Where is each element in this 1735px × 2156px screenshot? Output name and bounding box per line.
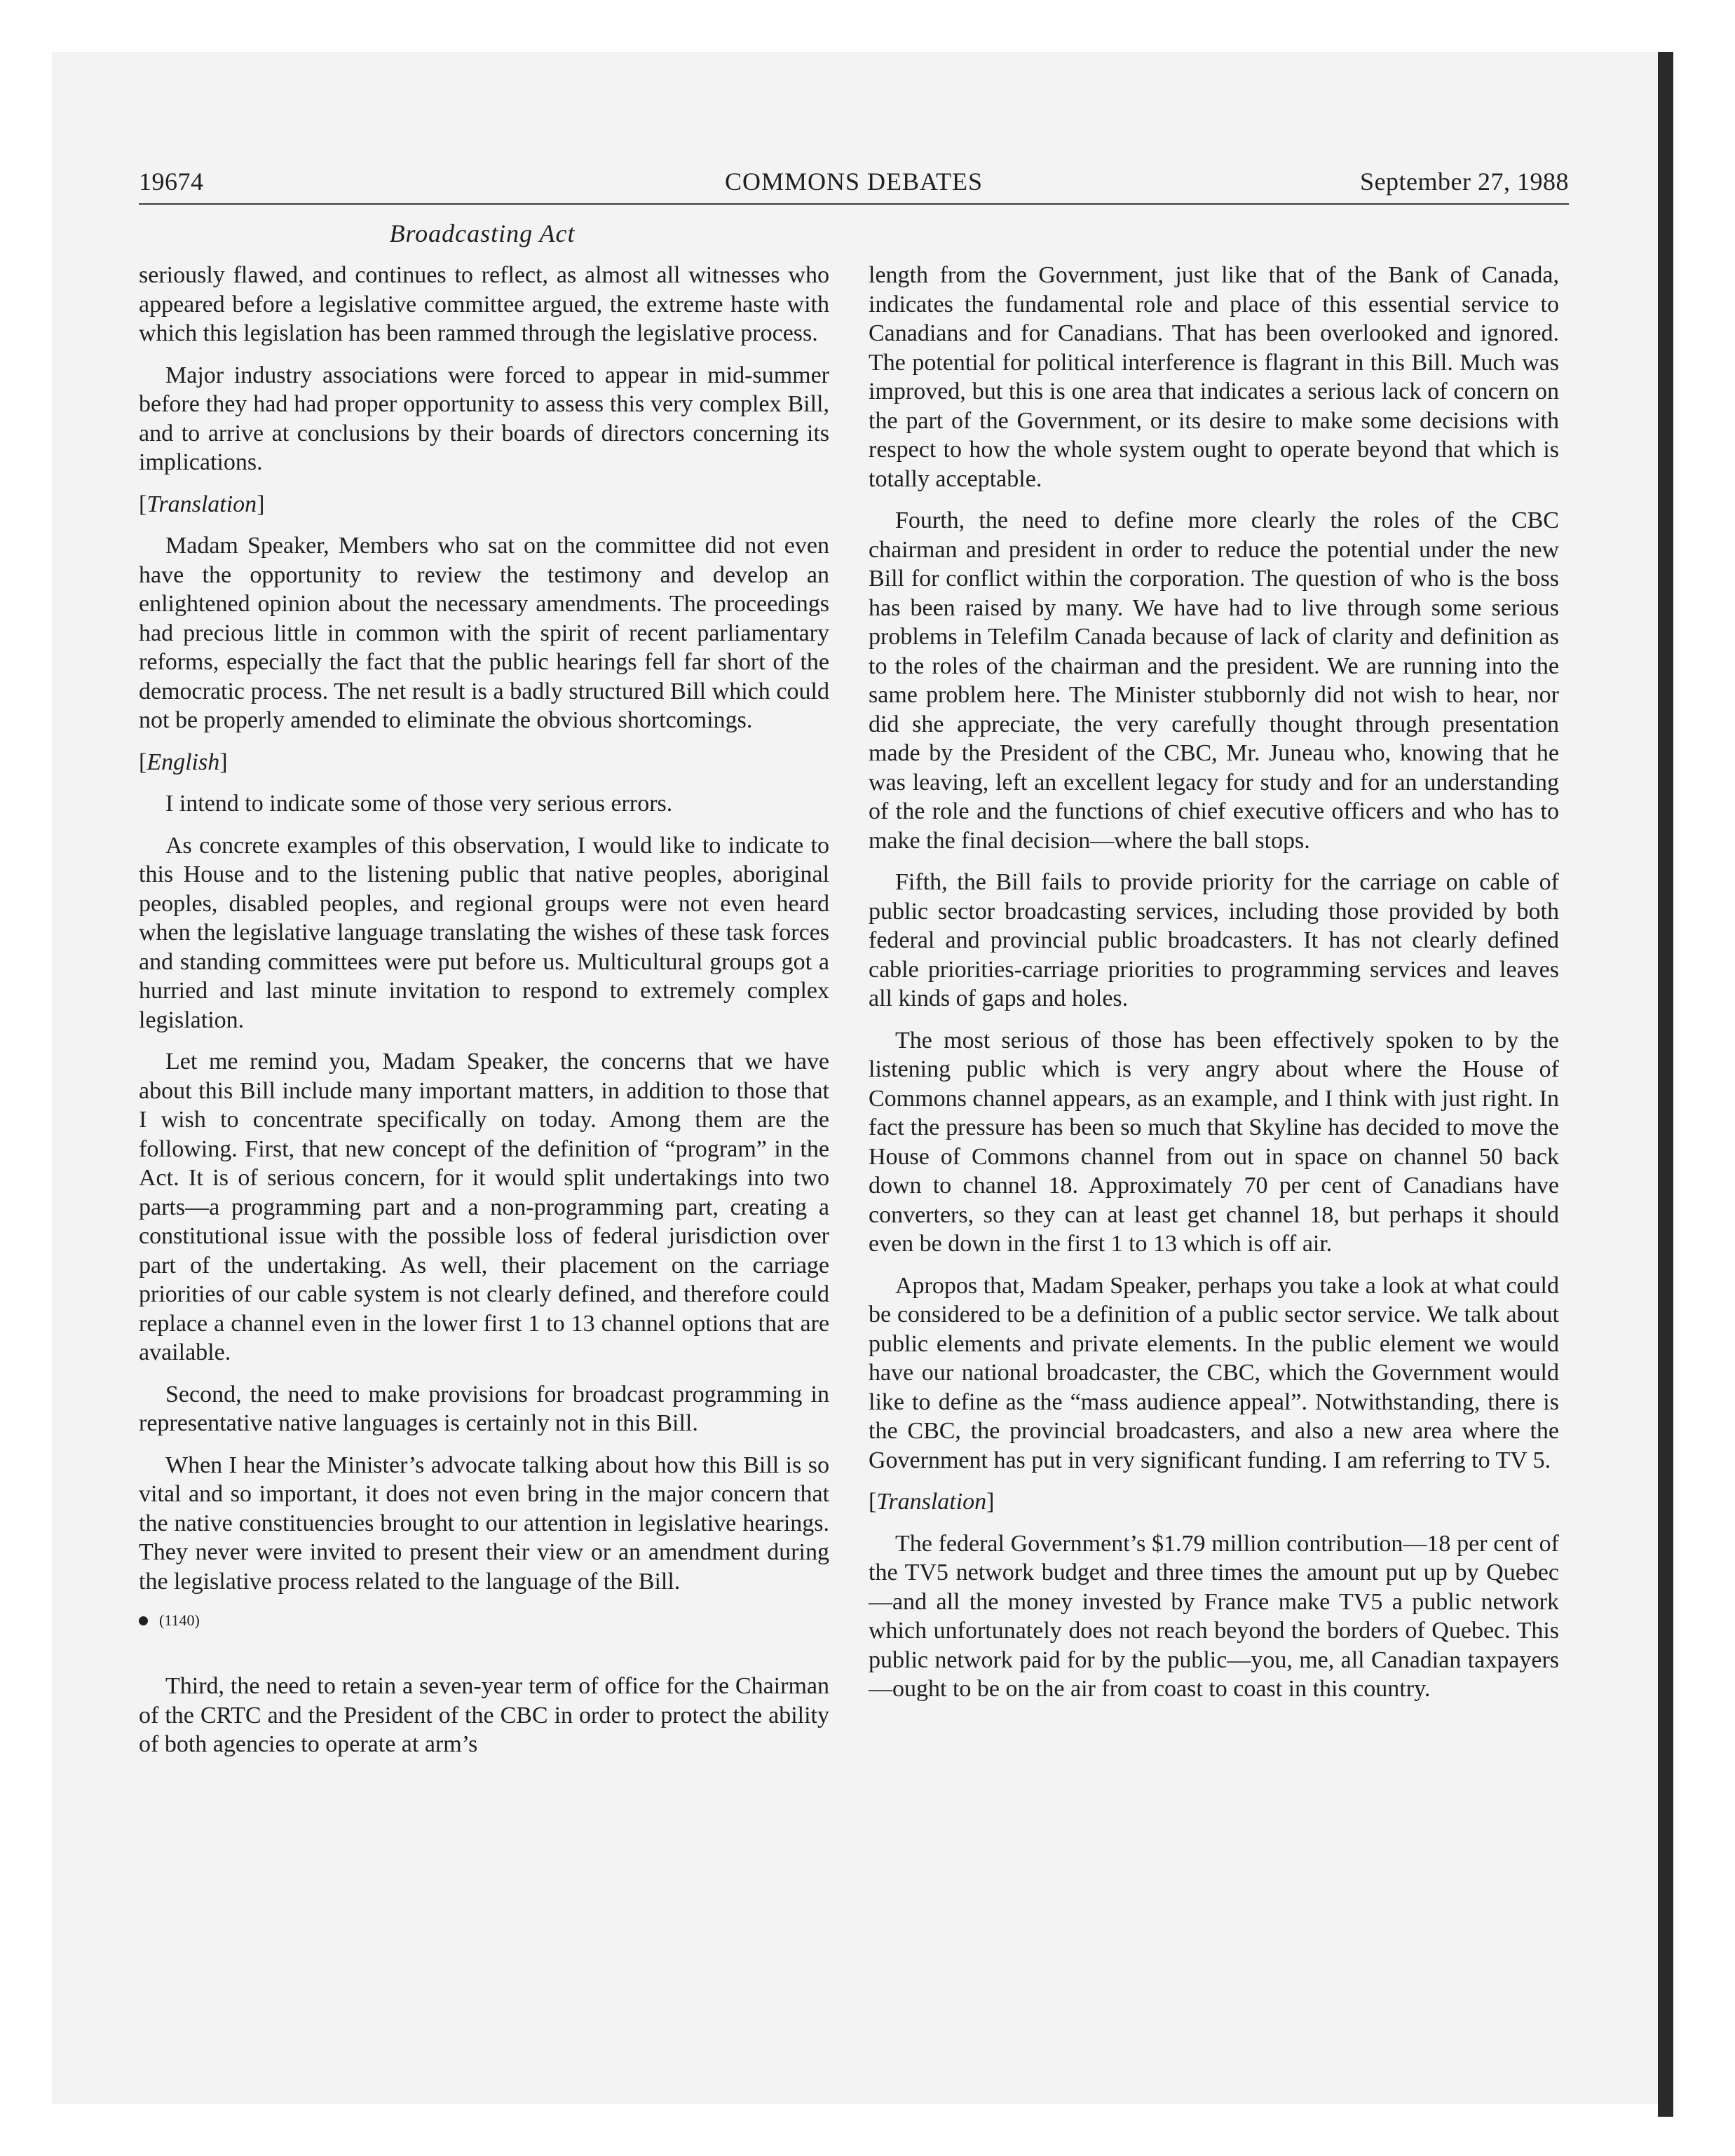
time-marker-label: (1140) (159, 1611, 200, 1629)
section-title: Broadcasting Act (389, 219, 576, 247)
language-tag: [Translation] (869, 1489, 995, 1515)
paragraph: When I hear the Minister’s advocate talking about how this Bill is so vital and so important, it does not even bring in the major concern that the native constituencies brought to our attention in legislative hearings. They never were invited to present their view or an amendment during the legislative process related to the language of the Bill. (139, 1452, 829, 1595)
bullet-icon (139, 1616, 148, 1625)
paragraph: Madam Speaker, Members who sat on the committee did not even have the opportunity to review the testimony and develop an enlightened opinion about the necessary amendments. The proceedings had precious little in common with the spirit of recent parliamentary reforms, especially the fact that the public hearings fell far short of the democratic process. The net result is a badly structured Bill which could not be properly amended to eliminate the obvious shortcomings. (139, 533, 829, 733)
language-tag: [Translation] (139, 491, 265, 517)
paragraph: I intend to indicate some of those very serious errors. (165, 791, 673, 817)
language-tag: [English] (139, 749, 228, 775)
time-marker (139, 1610, 829, 1631)
language-tag-label: English (147, 749, 220, 775)
paragraph: seriously flawed, and continues to reflect, as almost all witnesses who appeared before a legislative committee argued, the extreme haste with which this legislation has been rammed through the legislative process. (139, 262, 829, 346)
language-tag-label: Translation (876, 1489, 987, 1515)
paragraph: Second, the need to make provisions for broadcast programming in representative native languages is certainly not in this Bill. (139, 1381, 829, 1436)
paragraph: Apropos that, Madam Speaker, perhaps you take a look at what could be considered to be a definition of a public sector service. We talk about public elements and private elements. In the public element we would have our national broadcaster, the CBC, which the Government would like to define as the “mass audience appeal”. Notwithstanding, there is the CBC, the provincial broadcasters, and also a new area where the Government has put in very significant funding. I am referring to TV 5. (869, 1272, 1559, 1473)
paragraph: Major industry associations were forced to appear in mid-summer before they had had proper opportunity to assess this very complex Bill, and to arrive at conclusions by their boards of directors concerning its implications. (139, 362, 829, 475)
paragraph: The federal Government’s $1.79 million contribution—18 per cent of the TV5 network budget and three times the amount put up by Quebec—and all the money invested by France make TV5 a public network which unfortunately does not reach beyond the borders of Quebec. This public network paid for by the public—you, me, all Canadian taxpayers—ought to be on the air from coast to coast in this country. (869, 1530, 1559, 1702)
paragraph: The most serious of those has been effectively spoken to by the listening public which is very angry about where the House of Commons channel appears, as an example, and I think with just right. In fact the pressure has been so much that Skyline has decided to move the House of Commons channel from out in space on channel 50 back down to channel 18. Approximately 70 per cent of Canadians have converters, so they can at least get channel 18, but perhaps it should even be down in the first 1 to 13 which is off air. (869, 1027, 1559, 1257)
header-rule (139, 203, 1569, 205)
page-number: 19674 (139, 168, 204, 196)
publication-date: September 27, 1988 (1360, 168, 1569, 196)
publication-title: COMMONS DEBATES (724, 168, 984, 196)
paragraph: length from the Government, just like that of the Bank of Canada, indicates the fundamental role and place of this essential service to Canadians and for Canadians. That has been overlooked and ignored. The potential for political interference is flagrant in this Bill. Much was improved, but this is one area that indicates a serious lack of concern on the part of the Government, or its desire to make some decisions with respect to how the whole system ought to operate beyond that which is totally acceptable. (869, 262, 1559, 492)
language-tag-label: Translation (147, 491, 257, 517)
paragraph: As concrete examples of this observation, I would like to indicate to this House and to the listening public that native peoples, aboriginal peoples, disabled peoples, and regional groups were not even heard when the legislative language translating the wishes of these task forces and standing committees were put before us. Multicultural groups got a hurried and last minute invitation to respond to extremely complex legislation. (139, 832, 829, 1033)
page-header (139, 167, 1569, 203)
left-column (139, 261, 829, 1772)
paragraph: Fourth, the need to define more clearly the roles of the CBC chairman and president in order to reduce the potential under the new Bill for conflict within the corporation. The question of who is the boss has been raised by many. We have had to live through some serious problems in Telefilm Canada because of lack of clarity and definition as to the roles of the chairman and the president. We are running into the same problem here. The Minister stubbornly did not wish to hear, nor did she appreciate, the very carefully thought through presentation made by the President of the CBC, Mr. Juneau who, knowing that he was leaving, left an excellent legacy for study and for an understanding of the role and the functions of chief executive officers and who has to make the final decision—where the ball stops. (869, 507, 1559, 854)
paragraph: Third, the need to retain a seven-year term of office for the Chairman of the CRTC and the President of the CBC in order to protect the ability of both agencies to operate at arm’s (139, 1673, 829, 1757)
paragraph: Let me remind you, Madam Speaker, the concerns that we have about this Bill include many important matters, in addition to those that I wish to concentrate specifically on today. Among them are the following. First, that new concept of the definition of “program” in the Act. It is of serious concern, for it would split undertakings into two parts—a programming part and a non-programming part, creating a constitutional issue with the possible loss of federal jurisdiction over part of the undertaking. As well, their placement on the carriage priorities of our cable system is not clearly defined, and therefore could replace a channel even in the lower first 1 to 13 channel options that are available. (139, 1049, 829, 1365)
paragraph: Fifth, the Bill fails to provide priority for the carriage on cable of public sector broadcasting services, including those provided by both federal and provincial public broadcasters. It has not clearly defined cable priorities-carriage priorities to programming services and leaves all kinds of gaps and holes. (869, 869, 1559, 1011)
right-column (869, 261, 1559, 1717)
scan-edge-bar (1658, 52, 1673, 2117)
